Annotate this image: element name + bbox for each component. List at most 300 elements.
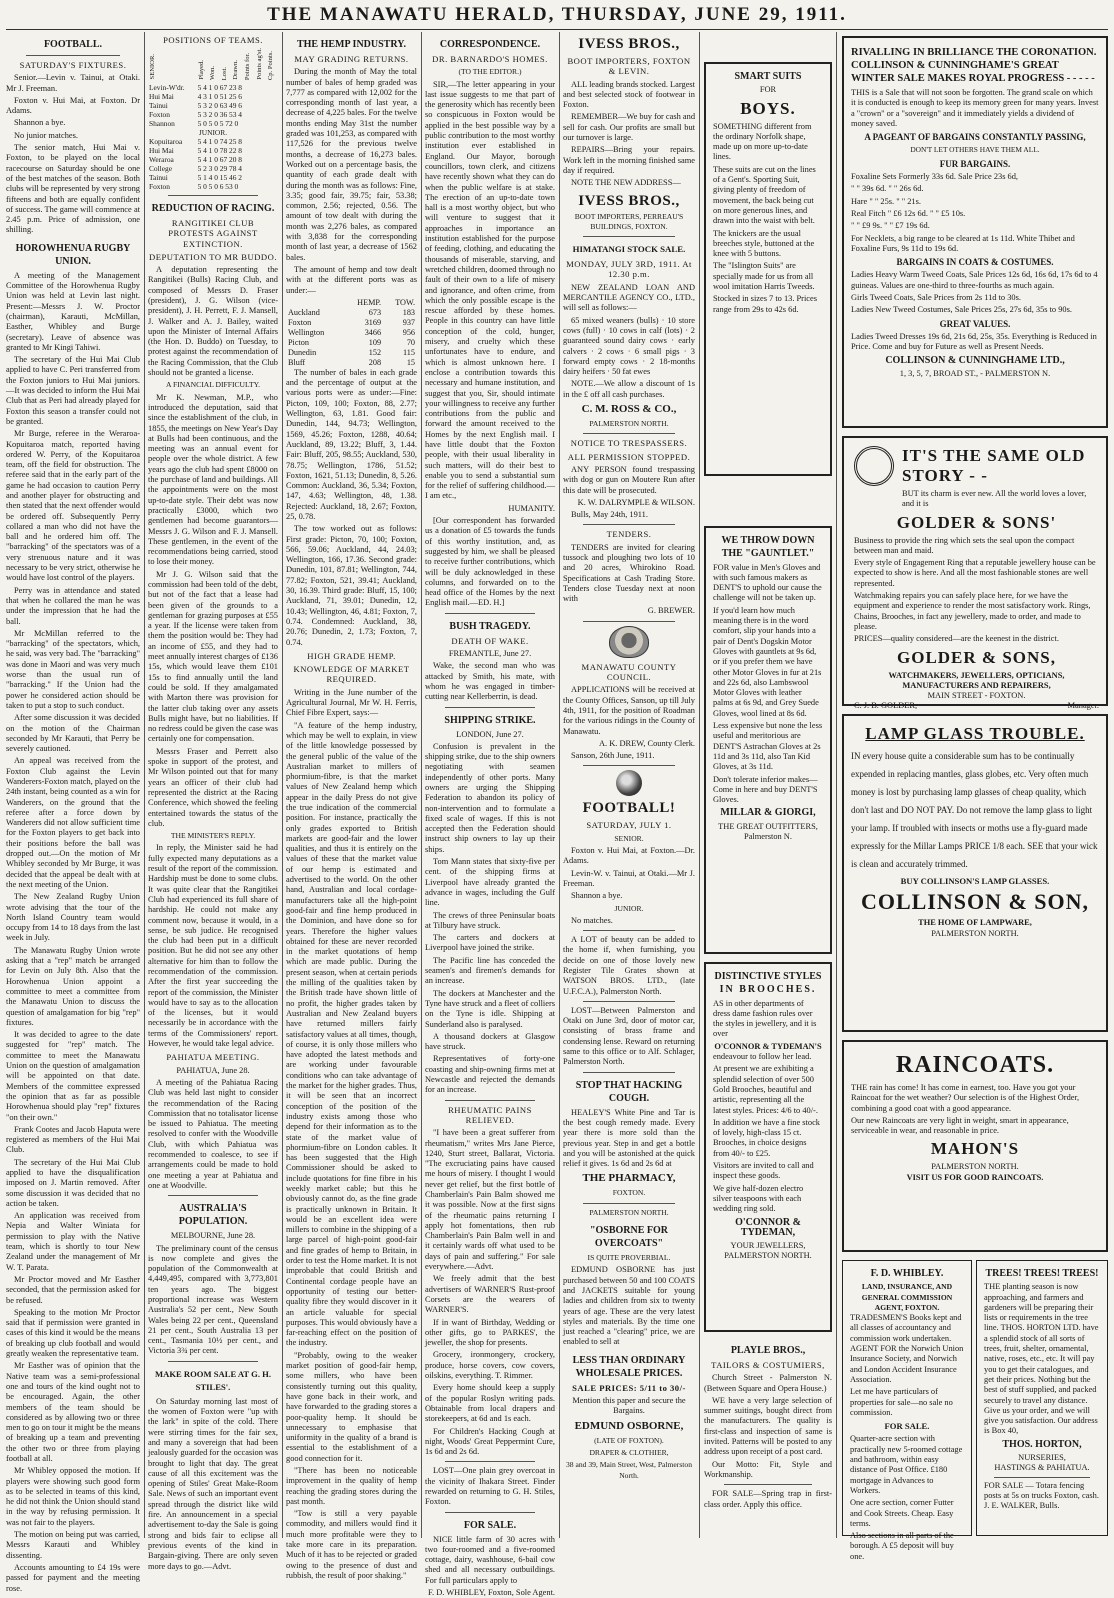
manager-name: C. J. B. GOLDER,: [854, 701, 918, 711]
column-rule: [836, 32, 837, 1538]
small-heading: (LATE OF FOXTON).: [594, 1435, 664, 1445]
team-stats: 5 4 1 0 67 20 8: [197, 154, 242, 164]
ad-name: GOLDER & SONS,: [897, 647, 1056, 667]
osborne-name: EDMUND OSBORNE,: [574, 1419, 684, 1432]
ad-heading: DISTINCTIVE STYLES: [714, 971, 822, 982]
paragraph: The "Islington Suits" are specially made for us from all wool imitation Harris Tweeds.: [713, 261, 815, 292]
paragraph: The senior match, Hui Mai v. Foxton, to be played on the local racecourse on Saturday should be one of the best matches of the season. Both clubs will be represented by very strong fifteens and both are equally confident of success. The game will commence at 2.45 p.m. Price of admission, one shilling.: [6, 143, 140, 235]
paragraph: No matches.: [571, 915, 613, 925]
small-heading: SENIOR.: [614, 833, 644, 843]
stock-sale-heading: HIMATANGI STOCK SALE.: [572, 244, 686, 255]
ad-trade: LAND, INSURANCE, AND GENERAL COMMISSION AGENT, FOXTON.: [861, 1282, 953, 1312]
paragraph: THIS is a Sale that will not soon be forgotten. The grand scale on which it is conducted is enough to keep its memory green for many years. Invest a "crown" or a "sovereign" and it immediately yields a dividend of money saved.: [851, 88, 1099, 128]
paragraph: NOTE THE NEW ADDRESS—: [571, 178, 681, 188]
team-name: Shannon: [149, 118, 175, 128]
address: Palmerston N.: [744, 832, 792, 842]
small-heading: JUNIOR.: [614, 903, 644, 913]
ad-subheading: FUR BARGAINS.: [939, 158, 1011, 169]
column-header: Won.: [209, 65, 217, 80]
ad-trade: THE HOME OF LAMPWARE,: [918, 918, 1032, 928]
column-header: Points for.: [244, 52, 252, 80]
team-stats: 5 0 5 0 6 53 0: [197, 181, 239, 191]
ad-heading: RIVALLING IN BRILLIANCE THE CORONATION. COLLINSON & CUNNINGHAME'S GREAT WINTER SALE MAKES ROYAL PROGRESS - - - - -: [851, 47, 1097, 84]
fixtures-subheading: SATURDAY'S FIXTURES.: [19, 60, 127, 70]
table-row: [148, 173, 278, 182]
paragraph: Representatives of forty-one coasting and ship-owning firms met at Newcastle and rejected the demands for an increase.: [425, 1054, 555, 1095]
paragraph: Ladies Tweed Dresses 19s 6d, 21s 6d, 25s, 35s. Everything is Reduced in Price. Come and buy for Future as well as Present Needs.: [851, 331, 1097, 352]
subheading: RHEUMATIC PAINS RELIEVED.: [448, 1104, 532, 1125]
paragraph: Visitors are invited to call and inspect these goods.: [713, 1161, 814, 1181]
paragraph: Accounts amounting to £4 19s were passed for payment and the meeting rose.: [6, 1562, 140, 1593]
stiles-heading: MAKE ROOM SALE AT G. H. STILES'.: [155, 1368, 271, 1392]
paragraph: Mr K. Newman, M.P., who introduced the deputation, said that since the establishment of the club, in 1855, the meetings on New Year's Day at Bulls had been continuous, and the meeting was an annual event for people over the whole district. A few years ago the club had spent £8000 on the purchase of land and buildings. All the appointments were on the most up-to-date style. Their debt was now practically £3000, which two gentlemen had become guarantors—Messrs J. G. Wilson and F. J. Mansell. These gentlemen, in the event of the recommendations being carried, stood to lose their money.: [148, 392, 278, 567]
paragraph: Shannon a bye.: [571, 891, 623, 901]
paragraph: "A feature of the hemp industry, which may be well to explain, in view of the little knowledge possessed by the general public of the value of the Australian market to millers of phormium-fibre, is that the market values of New Zealand hemp which appear in the daily Press do not give the true indication of the commercial position. For instance, practically the only grades exported to British markets are good-fair and the lower qualities, and thus it is entirely on the values of these that the market value of our hemp is estimated and advertised to the world. On the other hand, Australian and local cordage-manufacturers take all the high-point good-fair and fine hemp produced in the Dominion, and have done so for years. Therefore the higher values obtained for these are never recorded in the market quotations of hemp which are made public. During the present season, when at certain periods the milling of the qualities taken by the British trade have shown little of no profit, the higher grades taken by Australian and New Zealand buyers have returned millers fairly satisfactory values at all times, though, of course, it is only those millers who have adopted the latest methods and are working under favourable conditions who can take advantage of the market for the higher grades. Thus, it will be seen that an incorrect conception of the position of the industry exists among those who depend for their information as to the state of the market value of phormium-fibre on London cables. It has been suggested that the High Commissioner should be asked to include quotations for fine fibre in his weekly market cable; but this he obviously cannot do, as the fine grade is practically unknown in Britain. It would be an excellent idea were millers to combine in the shipping of a large parcel of high-point good-fair and fine grades of hemp to Britain, in order to test the Home market. It is not improbable that could British and Continental cordage people have an opportunity of testing our better-quality fibre they would discover in it an article valuable for special purposes. This would obviously have a far-reaching effect on the position of the industry.: [286, 720, 417, 1348]
horowhenua-heading: HOROWHENUA RUGBY UNION.: [15, 242, 131, 267]
ad-heading: TREES! TREES! TREES!: [985, 1268, 1099, 1279]
paragraph: Tom Mann states that sixty-five per cent. of the shipping firms at Liverpool have already granted the advance in wages, including the Gulf line.: [425, 857, 555, 908]
team-stats: 5 3 2 0 63 49 6: [197, 100, 242, 110]
subheading: NOTICE TO TRESPASSERS.: [570, 438, 688, 449]
gauntlet-ad: [704, 526, 832, 954]
team-name: Hui Mai: [149, 145, 174, 155]
table-row: Bluff 208 15: [288, 357, 415, 367]
subheading: MONDAY, JULY 3RD, 1911. At 12.30 p.m.: [566, 259, 692, 280]
address: 1, 3, 5, 7, BROAD ST., - PALMERSTON N.: [899, 368, 1051, 378]
paragraph: NICE little farm of 30 acres with two four-roomed and a five-roomed cottage, dairy, washhouse, 6-bail cow shed and all necessary outbuildings. For full particulars apply to: [425, 1534, 555, 1585]
paragraph: Bulls, May 24th, 1911.: [571, 510, 648, 520]
signature: HUMANITY.: [508, 503, 555, 513]
racing-heading: REDUCTION OF RACING.: [151, 202, 275, 214]
ad-subheading: VISIT US FOR GOOD RAINCOATS.: [906, 1172, 1044, 1182]
paragraph: Mr Easther was of opinion that the Native team was a semi-professional one and tours of the kind ought not to be encouraged. Again, the other members of the team should be considered as by allowing two or three men to go on tour it might be the means of breaking up a team and preventing the other two or three from playing football at all.: [6, 1361, 140, 1463]
paragraph: REPAIRS—Bring your repairs. Work left in the morning finished same day if required.: [563, 145, 695, 175]
shipping-strike-heading: SHIPPING STRIKE.: [444, 714, 536, 726]
paragraph: Foxton v. Hui Mai, at Foxton. Dr Adams.: [6, 95, 140, 116]
ad-subheading: GREAT VALUES.: [939, 318, 1011, 329]
ad-name: F. D. WHIBLEY.: [870, 1268, 944, 1279]
paragraph: SIR,—The letter appearing in your last issue suggests to me that part of the generosity which has recently been so conspicuous in Foxton would be applied in the best possible way by a public contribution to the most worthy institution ever established in England. Our Mayor, borough councillors, town clerk, and citizens have recently shown what they can do when the public welfare is at stake. The erection of an up-to-date town hall is a most worthy object, but who will venture to suggest that it approaches in importance an institution established for the purpose of feeding, clothing, and educating the thousands of miserable, starving, and wretched children, doomed through no fault of their own to a life of misery and ignorance, and often crime, from which the only possible escape is the rescue afforded by these homes. People in this country can have little conception of the cold, hunger, misery, and cruelty which these unfortunates have to endure, and which is almost unknown here. I enclose a contribution towards this necessary and humane institution, and suggest that you, Sir, should intimate your willingness to receive any further contributions from the public and forward the amount received to the Homes by the next English mail. I have little doubt that the Foxton people, with their usual liberality in such matters, will do their best to enable you to send a substantial sum for the relief of suffering childhood.—I am etc.,: [425, 79, 556, 501]
table-row: [148, 83, 278, 92]
address: PALMERSTON NORTH.: [589, 419, 669, 429]
team-stats: 5 4 1 0 74 25 8: [197, 136, 242, 146]
paragraph: Frank Cootes and Jacob Haputa were registered as members of the Hui Mai Club.: [6, 1124, 140, 1155]
paragraph: REMEMBER—We buy for cash and sell for cash. Our profits are small but our turnover is large.: [563, 112, 696, 143]
team-stats: 5 2 3 0 29 78 4: [197, 163, 242, 173]
column-rule: [282, 32, 283, 1538]
ad-name: COLLINSON & SON,: [860, 889, 1090, 915]
paragraph: Confusion is prevalent in the shipping strike, due to the ship owners negotiating with seamen independently of other ports. Many owners are urging the Shipping Federation to abandon its policy of non-intervention and to formulate a fixed scale of wages. If this is not accepted then the Federation should instruct ship owners to lay up their ships.: [425, 741, 555, 854]
fur-item: Real Fitch " £6 12s 6d. " " £5 10s.: [851, 208, 966, 218]
ad-title: IN BROOCHES.: [719, 984, 817, 996]
paragraph: A meeting of the Pahiatua Racing Club was held last night to consider the recommendation of the Racing Commission that no totalisator license be issued to Pahiatua. The meeting resolved to confer with the Woodville Club, with which Pahiatua was recommended to coalesce, to see if arrangements could be made to hold one meeting a year at Pahiatua and one at Woodville.: [148, 1077, 278, 1190]
column-positions-racing: [148, 32, 279, 1571]
ad-name: MAHON'S: [930, 1139, 1020, 1159]
boys-suits-ad: [704, 62, 832, 476]
ad-subheading: FOR SALE.: [884, 1421, 930, 1432]
paragraph: LOST—One plain grey overcoat in the vicinity of Ihakara Street. Finder rewarded on returning to G. H. Stiles, Foxton.: [425, 1466, 555, 1507]
subheading: MAY GRADING RETURNS.: [294, 54, 409, 64]
ad-trade: YOUR JEWELLERS,: [730, 1241, 806, 1251]
subheading: DEPUTATION TO MR BUDDO.: [149, 251, 277, 262]
paragraph: It was decided to agree to the date suggested for "rep" match. The committee to meet the Manawatu Union on the question of amalgamation will be appointed on that date. Members of the committee expressed the opinion that as far as possible Horowhenua should play "rep" fixtures "on their own.": [6, 1030, 140, 1122]
subheading: BOOT IMPORTERS, FOXTON & LEVIN.: [567, 56, 691, 77]
team-name: Foxton: [149, 109, 170, 119]
paragraph: If you'd learn how much meaning there is in the word comfort, slip your hands into a pair of Dent's Dogskin Motor Gloves with gauntlets at 9s 6d, or if you prefer them we have other Motor Gloves in fur at 21s and 22s 6d, also Lambswool Motor Gloves with leather palms at 6s 9d, and Grey Suede Gloves, wool lined at 8s 6d.: [713, 605, 822, 718]
paragraph: endeavour to follow her lead.: [713, 1052, 812, 1062]
paragraph: An application was received from Nepia and Walter Winiata for permission to play with the Native team, which is shortly to tour New Zealand under the management of Mr W. T. Parata.: [6, 1211, 140, 1272]
paragraph: "Tow is still a very payable commodity, and millers would find it much more profitable were they to take more care in its preparation. Much of it has to be rejected or graded owing to the presence of dust and rubbish, the result of poor shaking.": [286, 1509, 417, 1580]
ad-heading: IT'S THE SAME OLD STORY - -: [902, 446, 1086, 485]
paragraph: SOMETHING different from the ordinary Norfolk shape, made up on more up-to-date lines.: [713, 121, 812, 162]
paragraph: WE have a very large selection of summer suitings, bought direct from the manufacturers. The quality is first-class and inspection of same is invited. Patterns will be posted to any address upon receipt of a post card.: [704, 1395, 832, 1457]
subheading: TENDERS.: [606, 529, 652, 540]
paragraph: THE planting season is now approaching, and farmers and gardeners will be preparing their lists or requirements in the tree line. THOS. HORTON LTD. have a splendid stock of all sorts of trees, fruit, shelter, ornamental, native, roses, etc., etc. It will pay you to get their catalogues, and get their prices. Nothing but the best of stuff supplied, and packed securely to travel any distance. Give us your order, and we will give you satisfaction. Our address is Box 40,: [984, 1282, 1099, 1436]
table-row: [148, 164, 278, 173]
table-row: Dunedin 152 115: [288, 347, 415, 357]
paragraph: Speaking to the motion Mr Proctor said that if permission were granted in cases of this kind it would be the means of breaking up club football and would greatly weaken the representative team.: [6, 1307, 140, 1359]
paragraph: "I have been a great sufferer from rheumatism," writes Mrs Jane Pierce, 1240, Sturt street, Ballarat, Victoria. "The excruciating pains have caused me hours of misery. I thought I would never get relief, but the first bottle of Chamberlain's Pain Balm showed me it was possible. Now at the first signs of the rheumatic pains returning I apply hot fomentations, then rub Chamberlain's Pain Balm well in and it certainly wards off what used to be days of pain and suffering." For sale everywhere.—Advt.: [425, 1128, 555, 1272]
paragraph: [Our correspondent has forwarded us a donation of £5 towards the funds of this worthy institution, and, as suggested by him, we shall be pleased to receive further contributions, which will be duly acknowledged in these columns, and forwarded on to the head office of the Homes by the next English mail.—ED. H.]: [425, 516, 555, 608]
paragraph: Watchmaking repairs you can safely place here, for we have the equipment and experience to render the most satisfactory work. Rings, Chains, Brooches, in fact any jewellery, made to order, and made to please.: [854, 591, 1091, 631]
ad-name: O'CONNOR & TYDEMAN'S: [714, 1041, 822, 1051]
coat-of-arms-icon: [609, 626, 649, 658]
ad-name: THOS. HORTON,: [1002, 1438, 1082, 1450]
paragraph: Senior.—Levin v. Tainui, at Otaki. Mr J. Freeman.: [6, 73, 140, 93]
team-name: Tainui: [149, 100, 168, 110]
paragraph: On Saturday morning last most of the women of Foxton were "up with the lark" in spite of the cold. There were stirring times for the fair sex, and many a sovereign that had been jealously guarded for the occasion was brought to light that day. The great cause of all this excitement was the opening of Stiles' Great Make-Room Sale. News of such an important event spread through the district like wild fire. An announcement in a special advertisement to-day the Sale is going strong and bids fair to eclipse all previous events of the kind in Bargain-giving. There are only seven more days to go.—Advt.: [148, 1396, 279, 1571]
paragraph: Our Motto: Fit, Style and Workmanship.: [704, 1459, 832, 1479]
team-stats: 5 1 4 0 15 46 2: [197, 172, 242, 182]
paragraph: ALL leading brands stocked. Largest and best selected stock of footwear in Foxton.: [563, 79, 695, 110]
table-row: [148, 110, 278, 119]
paragraph: LOST—Between Palmerston and Otaki on June 3rd, door of motor car, consisting of brass frame and condensing lense. Reward on returning same to this office or to Alf. Schlager, Palmerston North.: [563, 1005, 695, 1067]
address: PALMERSTON NORTH.: [931, 928, 1019, 938]
paragraph: Mr J. G. Wilson said that the commission had been told of the debt, but not of the fact that a lease had been given of the grounds to a gentleman for grazing purposes at £55 a year. If the license were taken from them the position would be: They had an income of £55, and they had to meet annually interest charges of £136 15s, which would leave them £101 15s to find annually until the land could be sold. If they amalgamated with Marton there was provision for the latter club taking over any assets Bulls might have, but no liabilities. If no redress could be given the case was certainly one for compensation.: [148, 569, 278, 744]
column-football: [6, 32, 140, 1593]
ad-trade: NURSERIES,: [1018, 1453, 1066, 1463]
positions-heading: POSITIONS OF TEAMS.: [163, 35, 263, 45]
team-name: Foxton: [149, 181, 170, 191]
ad-heading: LAMP GLASS TROUBLE.: [865, 724, 1085, 743]
paragraph: The secretary of the Hui Mai Club applied to have C. Peri transferred from the Foxton juniors to Hui Mai juniors.—It was decided to inform the Hui Mai Club that as Peri had already played for Foxton this season a transfer could not be granted.: [6, 355, 140, 426]
ad-name: COLLINSON & CUNNINGHAME LTD.,: [885, 354, 1065, 366]
ad-subheading: BARGAINS IN COATS & COSTUMES.: [896, 257, 1054, 268]
subheading: PAHIATUA MEETING.: [166, 1052, 260, 1063]
paragraph: A deputation representing the Rangitikei (Bulls) Racing Club, and composed of Messrs D. Fraser (president), J. G. Wilson (vice-president), J. H. Perrett, F. J. Mansell, J. Walker and A. J. Bailey, waited upon the Minister of Internal Affairs (the Hon. D. Buddo) on Tuesday, to protest against the recommendation of the Racing Commission, that the Club should not be granted a license.: [148, 265, 278, 378]
ross-name: C. M. ROSS & CO.,: [581, 403, 677, 416]
paragraph: If in want of Birthday, Wedding or other gifts, go to PARKES', the jeweller, the shop for presents.: [425, 1317, 555, 1348]
masthead: THE MANAWATU HERALD, THURSDAY, JUNE 29, 1911.: [267, 4, 847, 25]
paragraph: Sanson, 26th June, 1911.: [571, 751, 655, 761]
ad-heading: RAINCOATS.: [895, 1052, 1055, 1078]
for-sale-heading: FOR SALE.: [463, 1519, 517, 1531]
correspondence-heading: CORRESPONDENCE.: [439, 39, 541, 50]
column-header: Lost.: [220, 66, 228, 80]
fur-item: " " 39s 6d. " " 26s 6d.: [851, 184, 924, 194]
small-heading: DON'T LET OTHERS HAVE THEM ALL.: [910, 145, 1040, 155]
paragraph: These suits are cut on the lines of a Gent's. Sporting Suit, giving plenty of freedom of movement, the back being cut on more generous lines, and drawn into the waist with belt.: [713, 164, 816, 226]
senior-label: SENIOR.: [149, 54, 156, 80]
paragraph: The crews of three Peninsular boats at Tilbury have struck.: [425, 910, 555, 930]
paragraph: HEALEY'S White Pine and Tar is the best cough remedy made. Every year there is more sold than the previous year. Step in and get a bottle and you will be astonished at the quick relief it gives. 1s 6d and 2s 6d at: [563, 1107, 695, 1169]
fur-item: Hare " " 25s. " " 21s.: [851, 196, 921, 206]
team-stats: 5 4 1 0 78 22 8: [197, 145, 242, 155]
ad-name: GOLDER & SONS': [896, 512, 1057, 532]
paragraph: FOR SALE—Spring trap in first-class order. Apply this office.: [704, 1489, 832, 1509]
signature: K. W. DALRYMPLE & WILSON.: [577, 497, 695, 507]
paragraph: "Probably, owing to the weaker market position of good-fair hemp, some millers, who have been consistently turning out this quality, have gone back in their work, and have forwarded to the grading stores a poor-quality hemp. It should be unnecessary to emphasise that uniformity in the quality of a brand is essential to the establishment of a good connection for it.: [286, 1350, 417, 1463]
paragraph: In addition we have a fine stock of lovely, high-class 15 ct. Brooches, in choice designs from 40/- to £25.: [713, 1117, 820, 1158]
paragraph: An appeal was received from the Foxton Club against the Levin Wanderers-Foxton match, played on the 24th instant, being counted as a win for Wanderers, on the ground that the referee after a force down by Wanderers did not allow sufficient time for the Foxton players to get back into their positions before the ball was dropped out.—On the motion of Mr Whibley seconded by Mr Burge, it was decided that the appeal be dealt with at the next meeting of the Union.: [6, 756, 140, 889]
paragraph: Writing in the June number of the Agricultural Journal, Mr W. H. Ferris, Chief Fibre Expert, says:—: [286, 687, 417, 718]
paragraph: Perry was in attendance and stated that when he collared the man he was under the impression that he had the ball.: [6, 585, 140, 626]
subheading: SATURDAY, JULY 1.: [586, 820, 672, 831]
paragraph: Ladies Heavy Warm Tweed Coats, Sale Prices 12s 6d, 16s 6d, 17s 6d to 4 guineas. Values are one-third to three-fourths as much again.: [851, 270, 1098, 290]
table-row: Auckland 673 183: [288, 307, 415, 317]
osborne-heading: "OSBORNE FOR OVERCOATS": [589, 1225, 669, 1250]
team-name: Weraroa: [149, 154, 174, 164]
address: PALMERSTON NORTH.: [724, 1251, 812, 1261]
paragraph: Every home should keep a supply of the popular Roslyn writing pads. Obtainable from local drapers and storekeepers, at 6d and 1s each.: [425, 1383, 555, 1424]
column-header: Played.: [197, 60, 205, 80]
team-name: Hui Mai: [149, 91, 174, 101]
ivess-title: IVESS BROS.,: [578, 192, 680, 209]
paragraph: Also sections in all parts of the borough. A £5 deposit will buy one.: [850, 1531, 954, 1561]
paragraph: No junior matches.: [14, 130, 78, 140]
paragraph: In reply, the Minister said he had fully expected many deputations as a result of the report of the commission. Hardship must be done to some clubs. It was quite clear that the Rangitikei Club had experienced its full share of hardship. He could not make any comment now, because it would, in a sense, be sub judice. He recognised the club had been put in a difficult position. But he did not see any other alternative for him than to follow the recommendation of the commission. After the first year succeeding the report of the commission, the Minister would have to say as to the allocation of the licenses, but it would necessarily be in accordance with the terms of the Commissioners' report. However, he would take legal advice.: [148, 843, 278, 1049]
paragraph: The carters and dockers at Liverpool have joined the strike.: [425, 933, 555, 953]
table-row: Foxton 3169 937: [288, 317, 415, 327]
junior-label: JUNIOR.: [198, 127, 228, 137]
column-header: Drawn.: [232, 60, 240, 80]
paragraph: Let me have particulars of properties for sale—no sale no commission.: [850, 1387, 953, 1417]
team-name: Levin-W'dr.: [149, 82, 185, 92]
column-rule: [144, 32, 145, 1538]
table-row: [148, 182, 278, 191]
dateline: LONDON, June 27.: [456, 729, 524, 739]
fur-item: Foxaline Sets Formerly 33s 6d. Sale Price 23s 6d,: [851, 172, 1019, 182]
subheading: MANAWATU COUNTY COUNCIL.: [581, 661, 677, 683]
column-hemp: [286, 32, 417, 1580]
collinson-cunninghame-ad: [842, 36, 1108, 428]
paragraph: AS in other departments of dress dame fashion rules over the styles in jewellery, and it is over: [713, 998, 817, 1039]
table-row: [148, 92, 278, 101]
address: PALMERSTON NORTH.: [931, 1162, 1019, 1172]
column-ads-a: [563, 32, 695, 1538]
team-name: College: [149, 163, 172, 173]
address: BOOT IMPORTERS, PERREAU'S BUILDINGS, FOXTON.: [574, 211, 684, 231]
paragraph: The tow worked out as follows: First grade: Picton, 70, 100; Foxton, 566, 59.06; Auckland, 44, 24.03; Wellington, 166, 17.36. Second grade: Dunedin, 101, 87.81; Wellington, 744, 77.82; Foxton, 521, 39.41; Auckland, 30, 16.39. Third grade: Bluff, 15, 100; Auckland, 71, 39.01; Dunedin, 12, 10.43; Wellington, 46, 4.81; Foxton, 7, 0.74. Condemned: Auckland, 38, 20.76; Dunedin, 2, 1.73; Foxton, 7, 0.74.: [286, 524, 417, 647]
ad-heading: PLAYLE BROS.,: [730, 1345, 806, 1356]
paragraph: "There has been no noticeable improvement in the quality of hemp reaching the grading stores during the past month.: [286, 1466, 417, 1506]
column-rule: [699, 32, 700, 1538]
column-header: TOW.: [395, 297, 415, 307]
subheading: HIGH GRADE HEMP.: [307, 650, 396, 661]
positions-table: [148, 48, 278, 191]
ad-trade: WATCHMAKERS, JEWELLERS, OPTICIANS, MANUFACTURERS AND REPAIRERS,: [888, 670, 1065, 690]
pharmacy-name: THE PHARMACY,: [582, 1172, 676, 1185]
table-row: [148, 101, 278, 110]
subheading: ALL PERMISSION STOPPED.: [567, 451, 691, 462]
ad-name: O'CONNOR & TYDEMAN,: [735, 1216, 801, 1238]
column-header: Points ag'st.: [255, 48, 263, 80]
team-stats: 5 0 5 0 5 72 0: [197, 118, 239, 128]
golder-sons-ad: [842, 436, 1108, 711]
population-heading: AUSTRALIA'S POPULATION.: [178, 1203, 248, 1228]
small-heading: A FINANCIAL DIFFICULTY.: [165, 380, 261, 390]
paragraph: We freely admit that the best advertisers of WARNER'S Rust-proof Corsets are the wearers of WARNER'S.: [425, 1274, 555, 1315]
paragraph: Mr Burge, referee in the Weraroa-Kopuitaroa match, reported having ordered W. Perry, of the Kopuitaroa team, off the field for obstruction. The referee said that in the early part of the game he had occasion to caution Perry and another player for obstructing and then stated that the next offender would be ordered off. Subsequently Perry collared a man who did not have the ball and he ordered him off. The "barracking" of the spectators was of a very strenuous nature and it was necessary to be very strict, otherwise he would have lost control of the players.: [6, 429, 140, 583]
masthead-rule: [6, 29, 1108, 30]
paragraph: Mr Whibley opposed the motion. If players were showing such good form as to be selected in teams of this kind, he did not think the Union should stand in the way by refusing permission. It was not fair to the players.: [6, 1466, 140, 1527]
ad-subheading: TAILORS & COSTUMIERS,: [711, 1360, 825, 1370]
paragraph: NOTE.—We allow a discount of 1s in the £ off all cash purchases.: [563, 379, 695, 399]
team-name: Kopuitaroa: [149, 136, 183, 146]
signature: G. BREWER.: [647, 606, 695, 616]
address: MAIN STREET - FOXTON.: [927, 691, 1026, 701]
address: HASTINGS & PAHIATUA.: [994, 1463, 1090, 1473]
ad-heading: SMART SUITS: [734, 71, 802, 82]
hemp-heading: THE HEMP INDUSTRY.: [296, 39, 407, 50]
small-heading: IS QUITE PROVERBIAL.: [587, 1253, 671, 1263]
paragraph: Stocked in sizes 7 to 13. Prices range from 29s to 42s 6d.: [713, 294, 817, 314]
hemp-table: [286, 298, 417, 368]
paragraph: ANY PERSON found trespassing with dog or gun on Moutere Run after this date will be prosecuted.: [563, 464, 695, 495]
ring-icon: [854, 446, 894, 486]
paragraph: For Necklets, a big range to be cleared at 1s 11d. White Thibet and Foxaline Furs, 9s 11d to 19s 6d.: [851, 233, 1075, 253]
team-name: Tainui: [149, 172, 168, 182]
paragraph: The secretary of the Hui Mai Club applied to have the disqualification imposed on J. Martin removed. After some discussion it was decided that no action be taken.: [6, 1157, 140, 1208]
paragraph: Our new Raincoats are very light in weight, smart in appearance, serviceable in wear, and reasonable in price.: [851, 1115, 1069, 1136]
paragraph: The New Zealand Rugby Union wrote advising that the tour of the North Island Country team would occupy from 14 to 18 days from the last week in July.: [6, 892, 140, 943]
football-icon: [616, 770, 642, 796]
subheading: DEATH OF WAKE.: [451, 635, 529, 646]
subheading: RANGITIKEI CLUB PROTESTS AGAINST EXTINCTION.: [168, 217, 258, 249]
ad-subheading: FOR: [759, 85, 777, 95]
column-rule: [559, 32, 560, 1538]
paragraph: Grocery, ironmongery, crockery, produce, horse covers, cow covers, oilskins, everything. T. Rimmer.: [425, 1350, 555, 1381]
football-heading: FOOTBALL.: [43, 39, 103, 50]
paragraph: A LOT of beauty can be added to the home if, when furnishing, you decide on one of those lovely new Register Tile Grates shown at WATSON BROS. LTD., (late U.F.C.A.), Palmerston North.: [563, 935, 695, 996]
paragraph: The motion on being put was carried, Messrs Karauti and Whibley dissenting.: [6, 1530, 140, 1560]
paragraph: During the month of May the total number of bales of hemp graded was 7,777 as compared with 12,002 for the corresponding month of last year, a decrease of 4,225 bales. For the twelve months ending May 31st the number graded was 101,253, as compared with 117,526 for the previous twelve months, a decrease of 16,273 bales. Worked out on a percentage basis, the quantity of each grade dealt with during the month was as follows: Fine, 3.35; good fair, 39.75; fair, 53.38; common, 2.56; rejected, 0.56. The amount of tow dealt with during the month was 2,276 bales, as compared with 3,838 for the corresponding month of last year, a decrease of 1562 bales.: [286, 67, 417, 262]
osborne-price-heading: LESS THAN ORDINARY WHOLESALE PRICES.: [572, 1354, 686, 1379]
football-ad-title: FOOTBALL!: [582, 800, 676, 817]
address: 38 and 39, Main Street, West, Palmerston North.: [565, 1460, 692, 1480]
team-stats: 5 4 1 0 67 23 8: [197, 82, 242, 92]
paragraph: We give half-dozen electro silver teaspoons with each wedding ring sold.: [713, 1183, 804, 1214]
subheading: KNOWLEDGE OF MARKET REQUIRED.: [293, 664, 410, 685]
small-heading: (TO THE EDITOR.): [458, 67, 522, 77]
table-row: Picton 109 70: [288, 337, 415, 347]
paragraph: Church Street - Palmerston N. (Between Square and Opera House.): [704, 1373, 832, 1393]
paragraph: Quarter-acre section with practically new 5-roomed cottage and bathroom, within easy distance of Post Office. £180 mortgage in Advances to Workers.: [850, 1434, 963, 1495]
table-row: [148, 146, 278, 155]
paragraph: The dockers at Manchester and the Tyne have struck and a fleet of colliers on the Tyne is idle. Shipping at Sunderland also is paralysed.: [425, 988, 555, 1029]
paragraph: The Manawatu Rugby Union wrote asking that a "rep" match be arranged for Levin on July 8th. Also that the Horowhenua Union appoint a committee to meet a committee from the Manawatu Union to discuss the question of amalgamation for big "rep" fixtures.: [6, 945, 140, 1027]
ad-title: BOYS.: [740, 98, 796, 118]
paragraph: NEW ZEALAND LOAN AND MERCANTILE AGENCY CO., LTD., will sell as follows:—: [563, 282, 695, 313]
paragraph: APPLICATIONS will be received at the County Offices, Sanson, up till July 4th, 1911, for the position of Roadman for the various ridings in the County of Manawatu.: [563, 685, 695, 736]
manager-title: Manager.: [1067, 701, 1099, 711]
paragraph: A meeting of the Management Committee of the Horowhenua Rugby Union was held at Levin last night. Present:—Messrs J. W. Proctor (chairman), Karauti, McMillan, Easther, Whibley and Burge (secretary). Leave of absence was granted to Mr Kingi Tahiwi.: [6, 270, 140, 352]
raincoats-ad: [842, 1040, 1108, 1252]
paragraph: Less expensive but none the less useful and meritorious are DENT'S Astrachan Gloves at 2s 11d and 3s 11d, also Tan Kid Gloves, at 3s 11d.: [713, 721, 823, 772]
paragraph: Mr McMillan referred to the "barracking" of the spectators, which, he said, was very bad. The "barracking" was done in Maori and was very much worse than the usual run of "barracking." If the Union had the power he considered action should be taken to put a stop to such conduct.: [6, 628, 140, 710]
ad-subheading: A PAGEANT OF BARGAINS CONSTANTLY PASSING,: [864, 132, 1086, 143]
dateline: MELBOURNE, June 28.: [170, 1231, 256, 1241]
table-row: [148, 155, 278, 164]
column-header: HEMP.: [357, 297, 382, 307]
paragraph: Every style of Engagement Ring that a reputable jewellery house can be expected to show is here. And all the most fashionable stones are well represented.: [854, 558, 1096, 588]
paragraph: Messrs Fraser and Perrett also spoke in support of the protest, and Mr Wilson pointed out that for many years an officer of their club had represented the district at the Racing Conference, which showed the feeling entertained towards the status of the club.: [148, 746, 278, 828]
brooches-ad: [704, 962, 832, 1332]
paragraph: Wake, the second man who was attacked by Smith, his mate, with whom he was engaged in timber-cutting near Kellerberrin, is dead.: [425, 661, 555, 702]
sale-price: SALE PRICES: 5/11 to 30/-: [572, 1382, 686, 1393]
paragraph: Foxton v. Hui Mai, at Foxton.—Dr. Adams.: [563, 846, 695, 866]
paragraph: EDMUND OSBORNE has just purchased between 50 and 100 COATS and JACKETS suitable for young ladies and children from six to twenty years of age. These are the very latest styles and materials. By the time one just reached a "clearing" price, we are enabled to sell at: [563, 1265, 695, 1347]
paragraph: Levin-W. v. Tainui, at Otaki.—Mr J. Freeman.: [563, 868, 695, 888]
paragraph: Mention this paper and secure the Bargains.: [572, 1396, 686, 1416]
ad-name: MILLAR & GIORGI,: [720, 807, 816, 819]
ivess-title: IVESS BROS.,: [578, 36, 680, 52]
paragraph: The knickers are the usual breeches style, buttoned at the knee with 5 buttons.: [713, 228, 815, 259]
small-heading: DRAPER & CLOTHIER,: [589, 1447, 669, 1457]
bush-tragedy-heading: BUSH TRAGEDY.: [449, 620, 531, 632]
paragraph: Don't tolerate inferior makes—Come in here and buy DENT'S Gloves.: [713, 774, 818, 805]
paragraph: Mr Proctor moved and Mr Easther seconded, that the permission asked for be refused.: [6, 1274, 140, 1305]
paragraph: The Pacific line has conceded the seamen's and firemen's demands for an increase.: [425, 955, 555, 986]
whibley-ad: [842, 1260, 972, 1561]
paragraph: Ladies New Tweed Costumes, Sale Prices 25s, 27s 6d, 35s to 90s.: [851, 305, 1072, 315]
paragraph: TENDERS are invited for clearing tussock and ploughing two lots of 10 and 20 acres, Whirokino Road. Specifications at Cash Trading Store. Tenders close Tuesday next at noon with: [563, 542, 695, 604]
ad-heading: WE THROW DOWN: [721, 535, 815, 546]
paragraph: A thousand dockers at Glasgow have struck.: [425, 1031, 555, 1052]
dateline: FREMANTLE, June 27.: [448, 649, 532, 659]
paragraph: Shannon a bye.: [14, 118, 66, 128]
playle-ad: [704, 1338, 832, 1536]
paragraph: FOR value in Men's Gloves and with such famous makers as DENT'S to uphold our cause the challenge will not be taken up.: [713, 562, 822, 603]
small-heading: THE MINISTER'S REPLY.: [170, 831, 256, 841]
signature: F. D. WHIBLEY, Foxton, Sole Agent.: [428, 1588, 555, 1598]
lamp-glass-ad: [842, 714, 1108, 1032]
paragraph: FOR SALE — Totara fencing posts at 5s on trucks Foxton, cash. J. E. WALKER, Bulls.: [984, 1480, 1099, 1511]
cough-heading: STOP THAT HACKING COUGH.: [575, 1079, 683, 1104]
dateline: PAHIATUA, June 28.: [176, 1065, 250, 1075]
table-row: [148, 119, 278, 128]
fur-item: " " £9 9s. " " £7 19s 6d.: [851, 221, 930, 231]
column-rule: [421, 32, 422, 1538]
team-stats: 5 3 2 0 36 53 4: [197, 109, 242, 119]
horton-trees-ad: [976, 1260, 1108, 1536]
address: FOXTON.: [612, 1188, 646, 1198]
ad-subheading: BUY COLLINSON'S LAMP GLASSES.: [900, 876, 1050, 886]
column-header: Cp. Points.: [267, 50, 275, 80]
paragraph: IN every house quite a considerable sum has to be continually expended in replacing mantles, glass globes, etc. Very often much money is lost by purchasing lamp glasses of cheap quality, which don't last and DO NOT PAY. Do not remove the lamp glass to light your lamp. If troubled with insects or moths use a fly-guard made expressly for the Millar Lamps PRICE 1/8 each. SEE that your wick is clean and accurately trimmed.: [851, 751, 1098, 869]
paragraph: THE rain has come! It has come in earnest, too. Have you got your Raincoat for the wet weather? Our selection is of the Highest Order, combining a good coat with a good appearance.: [851, 1083, 1080, 1113]
paragraph: TRADESMEN'S Books kept and all classes of accountancy and commission work undertaken. AGENT FOR the Norwich Union Insurance Society, and Norwich and London Accident Insurance Association.: [850, 1313, 964, 1384]
subheading: DR. BARNARDO'S HOMES.: [432, 54, 548, 64]
paragraph: The preliminary count of the census is now complete and gives the population of the Commonwealth at 4,449,495, compared with 3,773,801 ten years ago. The biggest proportional increase was Western Australia's 52 per cent., New South Wales being 22 per cent., Queensland 21 per cent., South Australia 13 per cent., Tasmania 10½ per cent., and Victoria 3¾ per cent.: [148, 1243, 278, 1356]
ad-title: THE "GAUNTLET.": [721, 548, 815, 560]
paragraph: The number of bales in each grade and the percentage of output at the various ports were as under:—Fine: Picton, 109, 100; Foxton, 88, 2.77; Wellington, 63, 1.81. Good fair: Dunedin, 144, 94.73; Wellington, 1569, 45.26; Foxton, 1288, 40.64; Auckland, 89, 13.22; Bluff, 3, 1.44. Fair: Bluff, 205, 98.55; Auckland, 530, 78.75; Wellington, 1786, 51.52; Foxton, 1621, 51.13; Dunedin, 8, 5.26. Common: Auckland, 36, 5.34; Foxton, 147, 4.63; Wellington, 48, 1.38. Rejected: Auckland, 18, 2.67; Foxton, 25, 0.78.: [286, 367, 417, 521]
paragraph: PRICES—quality considered—are the keenest in the district.: [854, 634, 1059, 644]
paragraph: For Children's Hacking Cough at night, Woods' Great Peppermint Cure, 1s 6d and 2s 6d.: [425, 1426, 555, 1457]
column-correspondence: [425, 32, 556, 1598]
signature: A. K. DREW, County Clerk.: [598, 738, 695, 748]
paragraph: Girls Tweed Coats, Sale Prices from 2s 11d to 30s.: [851, 293, 1021, 303]
